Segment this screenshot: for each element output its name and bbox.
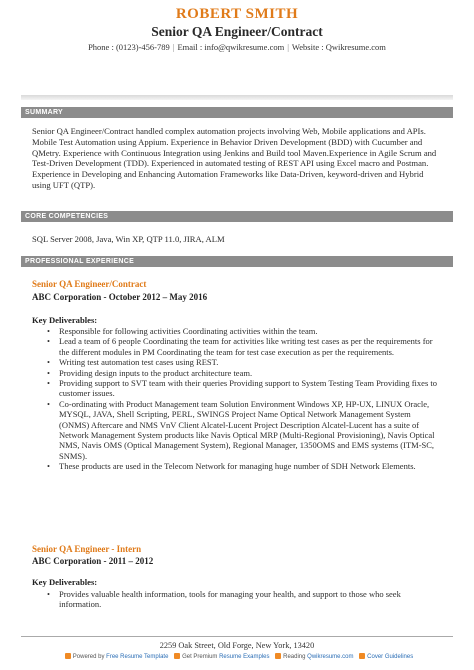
separator: | (287, 42, 289, 52)
section-heading-summary: SUMMARY (21, 107, 453, 118)
credit-link[interactable]: Resume Examples (219, 654, 270, 660)
qwikresume-icon (174, 653, 180, 659)
credit-link[interactable]: Cover Guidelines (367, 654, 414, 660)
section-heading-core-competencies: CORE COMPETENCIES (21, 211, 453, 222)
job-2-deliverables-label: Key Deliverables: (32, 577, 98, 587)
separator: | (172, 42, 175, 52)
list-item: • Responsible for following activities Coordinating activities within the team. (47, 326, 439, 336)
list-item: • Providing support to SVT team with their queries Providing support to System Testing Team Providing fixes to customer issues. (47, 378, 439, 399)
job-1-deliverables-label: Key Deliverables: (32, 315, 98, 325)
credit-prefix: Reading (283, 654, 306, 660)
list-item: • Writing test automation test cases using REST. (47, 357, 439, 367)
section-heading-experience: PROFESSIONAL EXPERIENCE (21, 256, 453, 267)
list-item: • Lead a team of 6 people Coordinating the team for activities like writing test cases as per the requirements for the different modules in PM Coordinating the team for test case execution as per the requirements. (47, 336, 439, 357)
job-title-heading: Senior QA Engineer/Contract (151, 24, 323, 39)
credit-prefix: Get Premium (182, 654, 218, 660)
core-competencies-text: SQL Server 2008, Java, Win XP, QTP 11.0, JIRA, ALM (32, 234, 225, 244)
summary-text: Senior QA Engineer/Contract handled complex automation projects involving Web, Mobile applications and APIs. Mobile Test Automation using Appium. Experience in Behavior Driven Development (BDD) with Cucumber and QMetry. Experience with Continuous Integration using Jenkins and Build tool Maven.Experience in Agile Scrum and Test-Driven Development (TDD). Experienced in automated testing of REST API using Excel macro and Postman. Experience in Developing and Enhancing Automation Frameworks like Data-Driven, keyword-driven and Hybrid using UFT (QTP). (32, 126, 437, 190)
phone-text: Phone : (0123)-456-789 (88, 42, 170, 52)
credit-link[interactable]: Free Resume Template (106, 654, 169, 660)
footer-address: 2259 Oak Street, Old Forge, New York, 13420 (159, 641, 315, 650)
job-2-company: ABC Corporation - 2011 – 2012 (32, 556, 154, 566)
list-item: • Providing design inputs to the product architecture team. (47, 368, 439, 378)
list-item: • Co-ordinating with Product Management team Solution Environment Windows XP, HP-UX, LINUX Oracle, MYSQL, JAVA, Shell Scripting, PERL, SWINGS Project Name Optical Network Management System (ONMS) Aftercare and NMS VnV Client Alcatel-Lucent Project Description Alcatel-Lucent has a suite of Network Management System products like Navis Optical MRP (Multi-Regional Provisioning), Navis Optical NMS, Navis OMS (Optical Management System), Regional Manager, 1350OMS and EMS systems (ITM-SC, SNMS). (47, 399, 439, 461)
credit-link[interactable]: Qwikresume.com (307, 654, 354, 660)
job-1-title: Senior QA Engineer/Contract (32, 279, 147, 289)
website-text[interactable]: Website : Qwikresume.com (291, 42, 386, 52)
job-1-company: ABC Corporation - October 2012 – May 2016 (32, 292, 208, 302)
list-item: • These products are used in the Telecom Network for managing huge number of SDH Network Elements. (47, 461, 439, 471)
credit-prefix: Powered by (72, 654, 105, 660)
section-divider (21, 95, 453, 100)
list-item: • Provides valuable health information, tools for managing your health, and support to those who seek information. (47, 589, 439, 610)
email-text[interactable]: Email : info@qwikresume.com (177, 42, 285, 52)
qwikresume-icon (275, 653, 281, 659)
qwikresume-icon (65, 653, 71, 659)
job-2-title: Senior QA Engineer - Intern (32, 544, 142, 554)
candidate-name: ROBERT SMITH (175, 6, 299, 22)
job-1-bullet-list (47, 326, 439, 472)
footer-credits (0, 653, 474, 660)
qwikresume-icon (359, 653, 365, 659)
footer-divider (21, 636, 453, 637)
job-2-bullet-list (47, 589, 439, 610)
contact-line (0, 42, 474, 53)
